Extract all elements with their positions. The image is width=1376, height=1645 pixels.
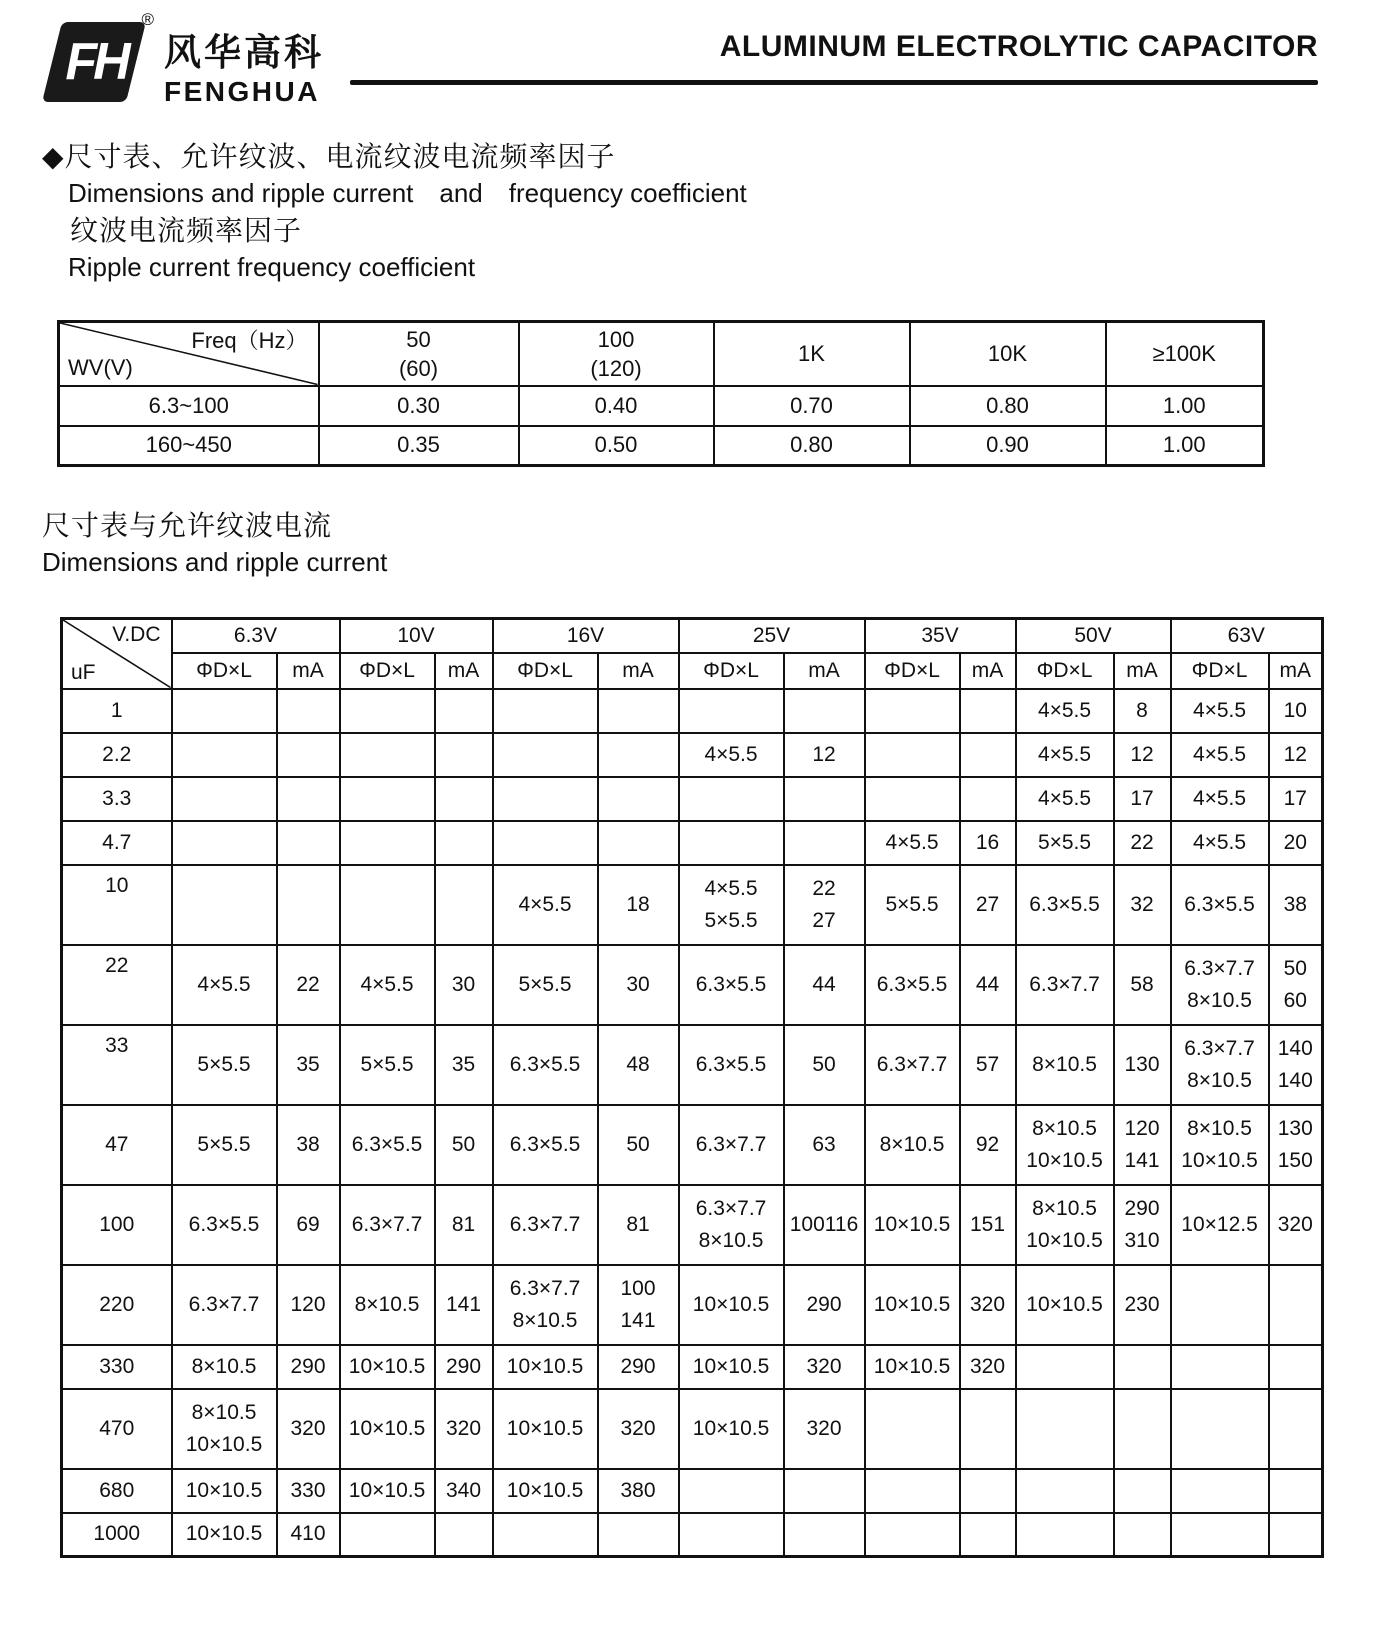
ma-cell bbox=[435, 1513, 493, 1557]
dims-cell bbox=[493, 1513, 598, 1557]
registered-trademark-icon: ® bbox=[141, 10, 154, 29]
dims-cell: 6.3×7.7 8×10.5 bbox=[1171, 945, 1269, 1025]
dims-cell: 4×5.5 bbox=[1171, 777, 1269, 821]
heading-cn: ◆尺寸表、允许纹波、电流纹波电流频率因子 bbox=[42, 141, 616, 172]
corner-label-bottom: WV(V) bbox=[68, 354, 133, 380]
corner-label-top: Freq（Hz） bbox=[191, 328, 308, 353]
ma-cell: 17 bbox=[1269, 777, 1323, 821]
ma-cell: 38 bbox=[1269, 865, 1323, 945]
ma-cell: 140 140 bbox=[1269, 1025, 1323, 1105]
dims-cell bbox=[1171, 1469, 1269, 1513]
dims-cell: 10×10.5 bbox=[493, 1389, 598, 1469]
dims-cell: 6.3×7.7 8×10.5 bbox=[1171, 1025, 1269, 1105]
dims-col-header: ΦD×L bbox=[340, 653, 435, 689]
dims-cell: 8×10.5 bbox=[865, 1105, 960, 1185]
voltage-group-header: 35V bbox=[865, 619, 1016, 653]
ma-cell bbox=[435, 865, 493, 945]
dim-data-row bbox=[62, 689, 1323, 733]
freq-col-header: 50 (60) bbox=[319, 322, 519, 386]
ma-cell: 100 141 bbox=[598, 1265, 679, 1345]
ma-col-header: mA bbox=[598, 653, 679, 689]
page-header bbox=[40, 10, 1318, 108]
ma-cell: 10 bbox=[1269, 689, 1323, 733]
dims-col-header: ΦD×L bbox=[1016, 653, 1114, 689]
dims-cell: 6.3×7.7 bbox=[865, 1025, 960, 1105]
dims-cell: 10×10.5 bbox=[679, 1389, 784, 1469]
ma-cell: 50 bbox=[435, 1105, 493, 1185]
ma-cell: 30 bbox=[598, 945, 679, 1025]
dims-cell: 10×10.5 bbox=[172, 1469, 277, 1513]
coefficient-cell: 0.30 bbox=[319, 386, 519, 426]
ma-cell bbox=[960, 1469, 1016, 1513]
ma-cell: 63 bbox=[784, 1105, 865, 1185]
freq-data-row bbox=[59, 426, 1264, 466]
ma-cell bbox=[960, 1389, 1016, 1469]
dims-cell: 6.3×7.7 8×10.5 bbox=[493, 1265, 598, 1345]
uf-cell: 1 bbox=[62, 689, 172, 733]
dimensions-ripple-current-table bbox=[60, 617, 1324, 1558]
ma-cell: 81 bbox=[435, 1185, 493, 1265]
ma-cell bbox=[784, 1513, 865, 1557]
dims-cell bbox=[679, 821, 784, 865]
dims-col-header: ΦD×L bbox=[679, 653, 784, 689]
dims-cell bbox=[865, 777, 960, 821]
dims-cell bbox=[340, 865, 435, 945]
ma-cell: 30 bbox=[435, 945, 493, 1025]
uf-cell: 47 bbox=[62, 1105, 172, 1185]
title-underline bbox=[350, 80, 1318, 85]
uf-cell: 3.3 bbox=[62, 777, 172, 821]
ma-cell bbox=[277, 733, 340, 777]
ma-cell bbox=[960, 777, 1016, 821]
uf-cell: 22 bbox=[62, 945, 172, 1025]
freq-col-header: 1K bbox=[714, 322, 910, 386]
dims-col-header: ΦD×L bbox=[493, 653, 598, 689]
dims-cell: 4×5.5 bbox=[1171, 689, 1269, 733]
dims-cell: 6.3×5.5 bbox=[172, 1185, 277, 1265]
subheading-cn: 纹波电流频率因子 bbox=[70, 215, 303, 246]
ma-cell bbox=[784, 689, 865, 733]
dims-cell: 4×5.5 bbox=[1016, 689, 1114, 733]
dims-cell: 10×10.5 bbox=[679, 1345, 784, 1389]
ma-cell: 12 bbox=[784, 733, 865, 777]
ma-cell: 8 bbox=[1114, 689, 1171, 733]
coefficient-cell: 1.00 bbox=[1106, 426, 1264, 466]
ma-cell: 44 bbox=[784, 945, 865, 1025]
voltage-group-header: 63V bbox=[1171, 619, 1323, 653]
voltage-group-header: 16V bbox=[493, 619, 679, 653]
dims-cell: 6.3×5.5 bbox=[1016, 865, 1114, 945]
ma-cell: 320 bbox=[598, 1389, 679, 1469]
dims-cell: 10×10.5 bbox=[493, 1345, 598, 1389]
ma-cell bbox=[960, 1513, 1016, 1557]
coefficient-cell: 0.35 bbox=[319, 426, 519, 466]
dim-data-row bbox=[62, 1105, 1323, 1185]
dims-cell bbox=[172, 821, 277, 865]
dim-header-row bbox=[62, 619, 1323, 653]
dims-cell bbox=[340, 821, 435, 865]
ma-cell bbox=[435, 777, 493, 821]
dims-cell: 6.3×5.5 bbox=[493, 1105, 598, 1185]
heading-cn: 尺寸表与允许纹波电流 bbox=[42, 510, 333, 541]
brand-text bbox=[164, 14, 324, 108]
brand-logo bbox=[40, 10, 350, 108]
coefficient-cell: 0.80 bbox=[714, 426, 910, 466]
dims-cell: 5×5.5 bbox=[172, 1105, 277, 1185]
dims-cell: 4×5.5 bbox=[1171, 733, 1269, 777]
section-dimensions-heading bbox=[40, 507, 1318, 581]
ma-cell: 57 bbox=[960, 1025, 1016, 1105]
dims-cell bbox=[172, 777, 277, 821]
ma-cell: 130 bbox=[1114, 1025, 1171, 1105]
dim-data-row bbox=[62, 1025, 1323, 1105]
dims-cell bbox=[865, 1469, 960, 1513]
coefficient-cell: 0.40 bbox=[519, 386, 714, 426]
uf-cell: 33 bbox=[62, 1025, 172, 1105]
dims-cell: 4×5.5 5×5.5 bbox=[679, 865, 784, 945]
dims-cell: 6.3×7.7 bbox=[1016, 945, 1114, 1025]
ma-cell: 290 bbox=[784, 1265, 865, 1345]
ma-cell: 50 60 bbox=[1269, 945, 1323, 1025]
dim-data-row bbox=[62, 1185, 1323, 1265]
dims-cell bbox=[493, 689, 598, 733]
ma-cell bbox=[277, 865, 340, 945]
ma-cell: 320 bbox=[784, 1345, 865, 1389]
dims-cell: 6.3×7.7 bbox=[679, 1105, 784, 1185]
ma-cell bbox=[784, 777, 865, 821]
dims-cell bbox=[679, 689, 784, 733]
dims-cell bbox=[679, 1513, 784, 1557]
ma-cell: 50 bbox=[784, 1025, 865, 1105]
ma-cell bbox=[784, 821, 865, 865]
dims-cell: 6.3×7.7 bbox=[493, 1185, 598, 1265]
ma-cell: 320 bbox=[960, 1345, 1016, 1389]
dims-cell: 8×10.5 10×10.5 bbox=[1171, 1105, 1269, 1185]
section-freq-coefficient-heading bbox=[40, 138, 1318, 286]
dims-cell bbox=[1016, 1469, 1114, 1513]
ma-cell: 340 bbox=[435, 1469, 493, 1513]
ma-cell: 50 bbox=[598, 1105, 679, 1185]
ma-cell: 48 bbox=[598, 1025, 679, 1105]
dim-data-row bbox=[62, 865, 1323, 945]
dims-cell bbox=[172, 733, 277, 777]
ma-cell: 120 bbox=[277, 1265, 340, 1345]
dims-cell: 5×5.5 bbox=[865, 865, 960, 945]
ma-cell: 290 bbox=[598, 1345, 679, 1389]
dims-cell: 6.3×5.5 bbox=[679, 1025, 784, 1105]
ma-cell: 92 bbox=[960, 1105, 1016, 1185]
ma-cell bbox=[277, 689, 340, 733]
ma-cell bbox=[598, 1513, 679, 1557]
ma-cell: 100116 bbox=[784, 1185, 865, 1265]
ma-cell: 22 bbox=[277, 945, 340, 1025]
dims-cell bbox=[865, 1513, 960, 1557]
dim-corner-cell bbox=[62, 619, 172, 689]
dims-cell: 10×10.5 bbox=[1016, 1265, 1114, 1345]
voltage-group-header: 10V bbox=[340, 619, 493, 653]
ma-col-header: mA bbox=[277, 653, 340, 689]
dims-cell bbox=[1171, 1513, 1269, 1557]
dim-data-row bbox=[62, 1265, 1323, 1345]
dims-cell: 10×10.5 bbox=[340, 1389, 435, 1469]
ma-cell: 58 bbox=[1114, 945, 1171, 1025]
dims-cell bbox=[1016, 1389, 1114, 1469]
dim-data-row bbox=[62, 1513, 1323, 1557]
ma-col-header: mA bbox=[960, 653, 1016, 689]
ma-cell: 290 bbox=[435, 1345, 493, 1389]
dims-cell: 4×5.5 bbox=[679, 733, 784, 777]
ma-cell bbox=[598, 777, 679, 821]
dims-cell bbox=[340, 777, 435, 821]
dims-cell bbox=[493, 821, 598, 865]
brand-name-chinese: 风华高科 bbox=[164, 32, 324, 73]
dims-cell: 10×10.5 bbox=[172, 1513, 277, 1557]
dims-cell: 6.3×7.7 bbox=[340, 1185, 435, 1265]
corner-label-bottom: uF bbox=[71, 660, 96, 684]
ma-cell: 38 bbox=[277, 1105, 340, 1185]
voltage-group-header: 50V bbox=[1016, 619, 1171, 653]
ma-cell: 141 bbox=[435, 1265, 493, 1345]
freq-data-row bbox=[59, 386, 1264, 426]
corner-label-top: V.DC bbox=[112, 623, 161, 646]
coefficient-cell: 1.00 bbox=[1106, 386, 1264, 426]
ma-cell bbox=[1269, 1265, 1323, 1345]
ma-cell: 44 bbox=[960, 945, 1016, 1025]
dims-cell: 10×10.5 bbox=[865, 1265, 960, 1345]
ma-cell: 81 bbox=[598, 1185, 679, 1265]
dims-cell: 4×5.5 bbox=[493, 865, 598, 945]
dims-cell: 4×5.5 bbox=[1016, 733, 1114, 777]
dims-cell: 6.3×5.5 bbox=[493, 1025, 598, 1105]
uf-cell: 470 bbox=[62, 1389, 172, 1469]
uf-cell: 1000 bbox=[62, 1513, 172, 1557]
ma-cell: 410 bbox=[277, 1513, 340, 1557]
ma-cell: 380 bbox=[598, 1469, 679, 1513]
ma-cell bbox=[277, 777, 340, 821]
dims-cell bbox=[1171, 1345, 1269, 1389]
dims-cell bbox=[679, 777, 784, 821]
dims-col-header: ΦD×L bbox=[1171, 653, 1269, 689]
dims-cell: 4×5.5 bbox=[865, 821, 960, 865]
ma-cell: 151 bbox=[960, 1185, 1016, 1265]
ma-cell bbox=[598, 689, 679, 733]
dim-data-row bbox=[62, 1345, 1323, 1389]
dims-cell bbox=[1171, 1389, 1269, 1469]
uf-cell: 330 bbox=[62, 1345, 172, 1389]
ma-col-header: mA bbox=[784, 653, 865, 689]
dims-cell: 8×10.5 10×10.5 bbox=[1016, 1185, 1114, 1265]
dims-cell: 10×10.5 bbox=[865, 1185, 960, 1265]
dim-data-row bbox=[62, 733, 1323, 777]
uf-cell: 2.2 bbox=[62, 733, 172, 777]
dim-data-row bbox=[62, 1469, 1323, 1513]
ma-col-header: mA bbox=[1269, 653, 1323, 689]
dims-col-header: ΦD×L bbox=[172, 653, 277, 689]
ma-cell: 130 150 bbox=[1269, 1105, 1323, 1185]
logo-monogram: FH bbox=[65, 33, 127, 91]
coefficient-cell: 0.70 bbox=[714, 386, 910, 426]
ma-cell: 16 bbox=[960, 821, 1016, 865]
ma-cell: 22 27 bbox=[784, 865, 865, 945]
ma-cell: 120 141 bbox=[1114, 1105, 1171, 1185]
ma-cell: 27 bbox=[960, 865, 1016, 945]
ma-cell: 12 bbox=[1114, 733, 1171, 777]
dims-cell: 10×12.5 bbox=[1171, 1185, 1269, 1265]
dims-cell: 5×5.5 bbox=[172, 1025, 277, 1105]
dim-data-row bbox=[62, 777, 1323, 821]
dims-cell: 8×10.5 bbox=[1016, 1025, 1114, 1105]
dims-cell: 10×10.5 bbox=[679, 1265, 784, 1345]
dims-cell: 6.3×5.5 bbox=[865, 945, 960, 1025]
dims-cell: 10×10.5 bbox=[340, 1345, 435, 1389]
dim-data-row bbox=[62, 821, 1323, 865]
ma-cell bbox=[1114, 1513, 1171, 1557]
wv-range-cell: 6.3~100 bbox=[59, 386, 319, 426]
ma-cell bbox=[277, 821, 340, 865]
ma-cell: 320 bbox=[435, 1389, 493, 1469]
dims-cell: 5×5.5 bbox=[340, 1025, 435, 1105]
dim-data-row bbox=[62, 945, 1323, 1025]
voltage-group-header: 25V bbox=[679, 619, 865, 653]
dims-cell bbox=[172, 865, 277, 945]
coefficient-cell: 0.90 bbox=[910, 426, 1106, 466]
ma-cell: 320 bbox=[784, 1389, 865, 1469]
page-title: ALUMINUM ELECTROLYTIC CAPACITOR bbox=[719, 30, 1318, 63]
ma-cell: 330 bbox=[277, 1469, 340, 1513]
ma-cell bbox=[598, 821, 679, 865]
dims-cell: 4×5.5 bbox=[1016, 777, 1114, 821]
dims-cell bbox=[340, 1513, 435, 1557]
ma-cell: 69 bbox=[277, 1185, 340, 1265]
dims-col-header: ΦD×L bbox=[865, 653, 960, 689]
freq-col-header: ≥100K bbox=[1106, 322, 1264, 386]
ma-cell bbox=[1114, 1469, 1171, 1513]
dims-cell: 6.3×5.5 bbox=[1171, 865, 1269, 945]
dims-cell: 8×10.5 10×10.5 bbox=[172, 1389, 277, 1469]
dims-cell: 8×10.5 bbox=[340, 1265, 435, 1345]
ma-cell: 320 bbox=[960, 1265, 1016, 1345]
dim-subheader-row bbox=[62, 653, 1323, 689]
dims-cell: 8×10.5 10×10.5 bbox=[1016, 1105, 1114, 1185]
heading-en: Dimensions and ripple current and frequency coefficient bbox=[68, 178, 747, 208]
dims-cell bbox=[340, 689, 435, 733]
ma-cell: 22 bbox=[1114, 821, 1171, 865]
ma-col-header: mA bbox=[1114, 653, 1171, 689]
uf-cell: 10 bbox=[62, 865, 172, 945]
ma-cell: 320 bbox=[277, 1389, 340, 1469]
brand-name-english: FENGHUA bbox=[164, 76, 320, 107]
dims-cell: 5×5.5 bbox=[1016, 821, 1114, 865]
uf-cell: 100 bbox=[62, 1185, 172, 1265]
dims-cell bbox=[1171, 1265, 1269, 1345]
dims-cell bbox=[340, 733, 435, 777]
ma-col-header: mA bbox=[435, 653, 493, 689]
dims-cell: 6.3×7.7 bbox=[172, 1265, 277, 1345]
dims-cell: 10×10.5 bbox=[493, 1469, 598, 1513]
ma-cell: 290 310 bbox=[1114, 1185, 1171, 1265]
coefficient-cell: 0.80 bbox=[910, 386, 1106, 426]
dims-cell bbox=[1016, 1513, 1114, 1557]
ma-cell bbox=[1269, 1469, 1323, 1513]
ma-cell: 35 bbox=[435, 1025, 493, 1105]
uf-cell: 220 bbox=[62, 1265, 172, 1345]
ma-cell: 17 bbox=[1114, 777, 1171, 821]
voltage-group-header: 6.3V bbox=[172, 619, 340, 653]
subheading-en: Ripple current frequency coefficient bbox=[68, 252, 476, 282]
title-block bbox=[350, 14, 1318, 85]
ma-cell: 32 bbox=[1114, 865, 1171, 945]
ma-cell bbox=[598, 733, 679, 777]
dims-cell: 6.3×5.5 bbox=[679, 945, 784, 1025]
ma-cell bbox=[1114, 1389, 1171, 1469]
heading-en: Dimensions and ripple current bbox=[42, 547, 388, 577]
dims-cell bbox=[493, 777, 598, 821]
dims-cell: 10×10.5 bbox=[865, 1345, 960, 1389]
dims-cell: 10×10.5 bbox=[340, 1469, 435, 1513]
dims-cell: 8×10.5 bbox=[172, 1345, 277, 1389]
ma-cell: 18 bbox=[598, 865, 679, 945]
ma-cell: 230 bbox=[1114, 1265, 1171, 1345]
freq-corner-cell bbox=[59, 322, 319, 386]
freq-col-header: 10K bbox=[910, 322, 1106, 386]
freq-header-row bbox=[59, 322, 1264, 386]
ma-cell bbox=[1269, 1389, 1323, 1469]
ma-cell bbox=[1269, 1513, 1323, 1557]
dims-cell bbox=[1016, 1345, 1114, 1389]
dims-cell bbox=[493, 733, 598, 777]
ma-cell bbox=[435, 821, 493, 865]
dims-cell bbox=[865, 689, 960, 733]
wv-range-cell: 160~450 bbox=[59, 426, 319, 466]
dims-cell: 4×5.5 bbox=[172, 945, 277, 1025]
dims-cell: 6.3×7.7 8×10.5 bbox=[679, 1185, 784, 1265]
coefficient-cell: 0.50 bbox=[519, 426, 714, 466]
dims-cell bbox=[679, 1469, 784, 1513]
ma-cell bbox=[1114, 1345, 1171, 1389]
dim-data-row bbox=[62, 1389, 1323, 1469]
ma-cell: 20 bbox=[1269, 821, 1323, 865]
ma-cell bbox=[435, 733, 493, 777]
dims-cell: 4×5.5 bbox=[340, 945, 435, 1025]
ma-cell bbox=[960, 689, 1016, 733]
uf-cell: 4.7 bbox=[62, 821, 172, 865]
dims-cell: 6.3×5.5 bbox=[340, 1105, 435, 1185]
ma-cell bbox=[1269, 1345, 1323, 1389]
ma-cell bbox=[784, 1469, 865, 1513]
uf-cell: 680 bbox=[62, 1469, 172, 1513]
ma-cell bbox=[960, 733, 1016, 777]
freq-col-header: 100 (120) bbox=[519, 322, 714, 386]
ma-cell: 12 bbox=[1269, 733, 1323, 777]
dims-cell bbox=[865, 1389, 960, 1469]
ma-cell: 320 bbox=[1269, 1185, 1323, 1265]
ma-cell: 35 bbox=[277, 1025, 340, 1105]
ma-cell: 290 bbox=[277, 1345, 340, 1389]
dims-cell: 5×5.5 bbox=[493, 945, 598, 1025]
dims-cell bbox=[172, 689, 277, 733]
dims-cell bbox=[865, 733, 960, 777]
fenghua-logo-icon bbox=[42, 10, 154, 106]
ripple-frequency-coefficient-table bbox=[57, 320, 1265, 467]
dims-cell: 4×5.5 bbox=[1171, 821, 1269, 865]
ma-cell bbox=[435, 689, 493, 733]
